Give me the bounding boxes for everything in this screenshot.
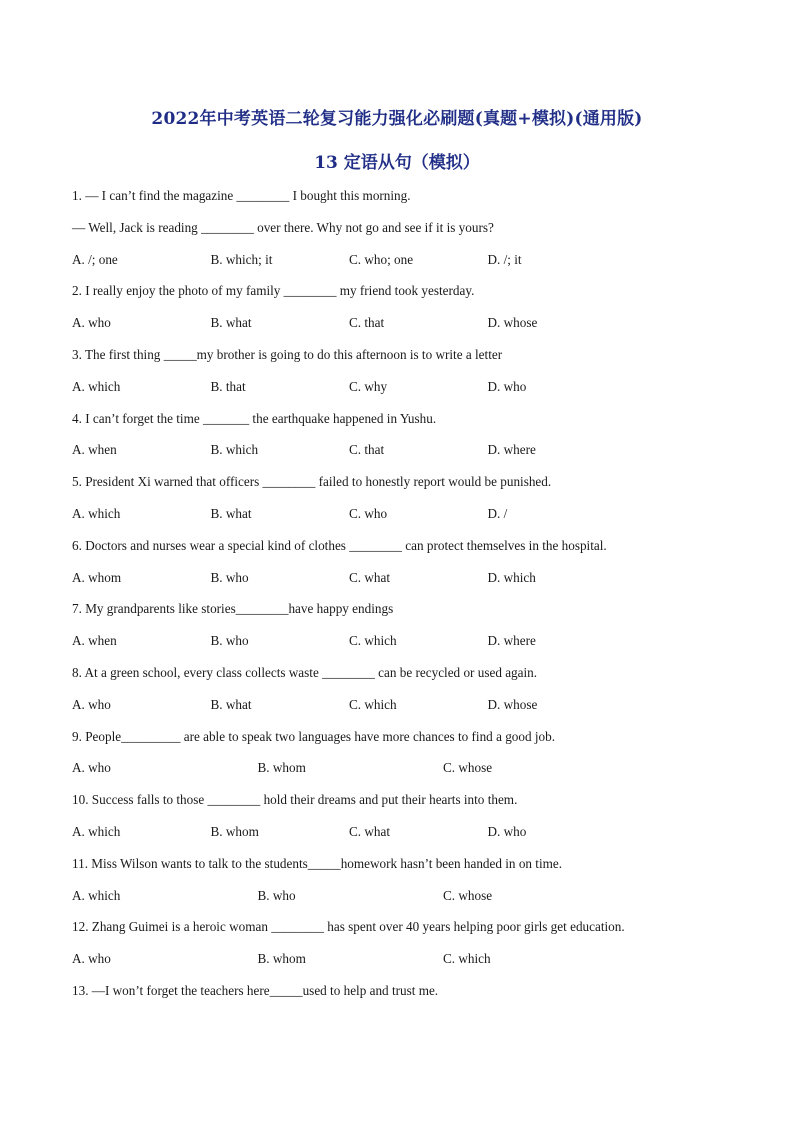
question-text: 7. My grandparents like stories________have happy endings — [72, 601, 394, 617]
question-text: 13. —I won’t forget the teachers here_____used to help and trust me. — [72, 982, 439, 998]
question-6 — [72, 536, 732, 600]
question-2 — [72, 281, 732, 345]
answer-options — [72, 440, 732, 472]
question-11 — [72, 854, 732, 918]
answer-options — [72, 758, 732, 790]
option-c: C. which — [443, 951, 491, 967]
option-b: B. what — [210, 696, 252, 712]
option-a: A. whom — [72, 569, 122, 585]
option-c: C. what — [349, 569, 391, 585]
question-list — [72, 186, 732, 1013]
question-text: 11. Miss Wilson wants to talk to the students_____homework hasn’t been handed in on time. — [72, 855, 563, 871]
option-d: D. / — [487, 505, 508, 521]
option-a: A. /; one — [72, 251, 118, 267]
option-a: A. who — [72, 315, 111, 331]
question-5 — [72, 472, 732, 536]
answer-options — [72, 886, 732, 918]
question-10 — [72, 790, 732, 854]
answer-options — [72, 631, 732, 663]
question-7 — [72, 599, 732, 663]
option-d: D. whose — [487, 315, 538, 331]
option-c: C. what — [349, 823, 391, 839]
question-text: 8. At a green school, every class collects waste ________ can be recycled or used again. — [72, 664, 538, 680]
question-3 — [72, 345, 732, 409]
answer-options — [72, 313, 732, 345]
question-text: 4. I can’t forget the time _______ the earthquake happened in Yushu. — [72, 410, 437, 426]
option-d: D. who — [487, 378, 527, 394]
option-a: A. who — [72, 951, 111, 967]
option-a: A. which — [72, 823, 121, 839]
question-text: 2. I really enjoy the photo of my family ________ my friend took yesterday. — [72, 283, 475, 299]
option-a: A. which — [72, 505, 121, 521]
option-c: C. who; one — [349, 251, 414, 267]
option-a: A. who — [72, 696, 111, 712]
question-text: 9. People_________ are able to speak two languages have more chances to find a good job. — [72, 728, 556, 744]
question-13 — [72, 981, 732, 1013]
option-b: B. whom — [210, 823, 259, 839]
option-c: C. why — [349, 378, 388, 394]
option-a: A. who — [72, 760, 111, 776]
question-text: 5. President Xi warned that officers ________ failed to honestly report would be punished. — [72, 474, 552, 490]
option-c: C. that — [349, 315, 385, 331]
option-c: C. whose — [443, 887, 493, 903]
question-8 — [72, 663, 732, 727]
option-b: B. which — [210, 442, 259, 458]
option-b: B. who — [257, 887, 296, 903]
question-4 — [72, 409, 732, 473]
option-c: C. which — [349, 633, 397, 649]
question-1 — [72, 186, 732, 281]
answer-options — [72, 695, 732, 727]
question-text: 6. Doctors and nurses wear a special kind of clothes ________ can protect themselves in the hospital. — [72, 537, 607, 553]
option-a: A. which — [72, 887, 121, 903]
option-d: D. /; it — [487, 251, 522, 267]
question-9 — [72, 727, 732, 791]
document-title: 2022年中考英语二轮复习能力强化必刷题(真题+模拟)(通用版) — [151, 109, 643, 129]
answer-options — [72, 250, 732, 282]
option-d: D. which — [487, 569, 536, 585]
document-subtitle: 13 定语从句（模拟） — [314, 153, 480, 173]
option-a: A. which — [72, 378, 121, 394]
option-b: B. what — [210, 315, 252, 331]
option-c: C. that — [349, 442, 385, 458]
option-a: A. when — [72, 442, 117, 458]
answer-options — [72, 377, 732, 409]
option-b: B. who — [210, 569, 249, 585]
option-a: A. when — [72, 633, 117, 649]
question-text: 1. — I can’t find the magazine ________ I bought this morning. — [72, 188, 411, 203]
option-b: B. that — [210, 378, 246, 394]
option-d: D. whose — [487, 696, 538, 712]
answer-options — [72, 504, 732, 536]
question-text: 3. The first thing _____my brother is going to do this afternoon is to write a letter — [72, 346, 503, 362]
answer-options — [72, 822, 732, 854]
option-b: B. who — [210, 633, 249, 649]
option-d: D. who — [487, 823, 527, 839]
question-text: 12. Zhang Guimei is a heroic woman ________ has spent over 40 years helping poor girls get education. — [72, 919, 625, 935]
option-c: C. who — [349, 505, 388, 521]
question-text: 10. Success falls to those ________ hold their dreams and put their hearts into them. — [72, 792, 518, 808]
answer-options — [72, 568, 732, 600]
option-d: D. where — [487, 442, 536, 458]
question-text: — Well, Jack is reading ________ over there. Why not go and see if it is yours? — [72, 219, 494, 235]
option-b: B. whom — [257, 760, 306, 776]
option-c: C. whose — [443, 760, 493, 776]
question-12 — [72, 917, 732, 981]
option-d: D. where — [487, 633, 536, 649]
option-c: C. which — [349, 696, 397, 712]
option-b: B. whom — [257, 951, 306, 967]
answer-options — [72, 949, 732, 981]
option-b: B. what — [210, 505, 252, 521]
option-b: B. which; it — [210, 251, 273, 267]
